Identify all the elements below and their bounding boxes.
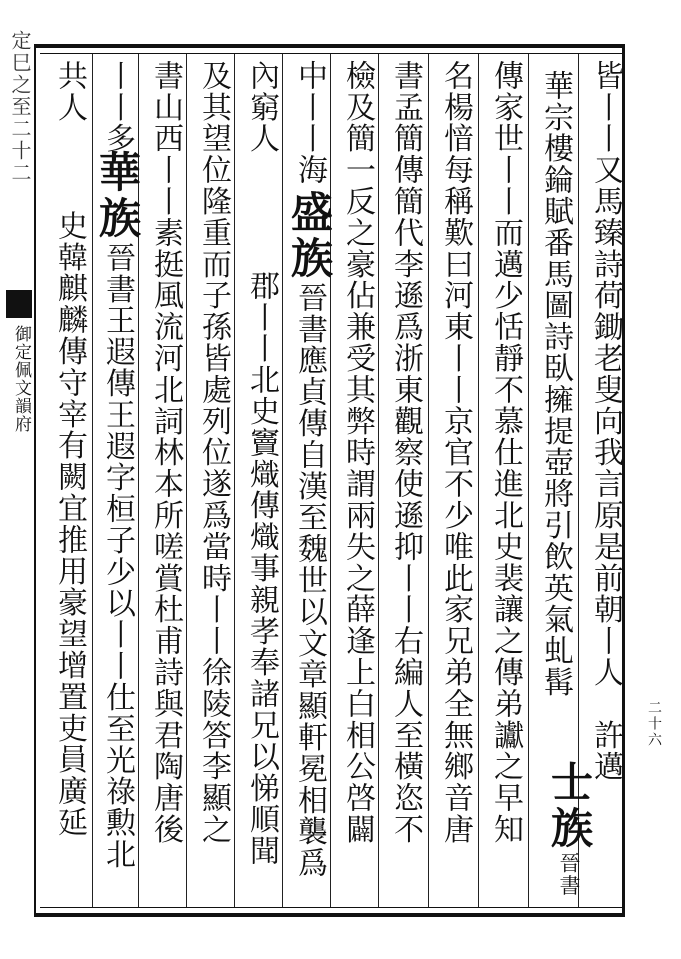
text-column-8a: 內窮人 bbox=[244, 60, 279, 155]
frame-bottom-rule bbox=[34, 913, 624, 917]
text-column-10: 書山西丨丨素挺風流河北詞林本所嗟賞杜甫詩與君陶唐後 bbox=[148, 60, 183, 845]
book-title-label: 御定佩文韻府 bbox=[11, 325, 31, 433]
text-column-8b: 郡丨丨北史竇熾傳熾事親孝奉諸兄以悌順聞 bbox=[244, 270, 279, 867]
entry-heading: 士族 bbox=[545, 760, 594, 852]
page-number: 二十六 bbox=[646, 700, 662, 748]
frame-left-rule bbox=[34, 44, 36, 917]
text-column-2: 華宗樓錀賦番馬圖詩臥擁提壺將引飲英氣虬髯 bbox=[538, 70, 573, 698]
column-divider bbox=[378, 54, 379, 907]
text-column-3: 傳家世丨丨而邁少恬靜不慕仕進北史裴讓之傳弟讞之早知 bbox=[488, 60, 523, 845]
text-column-1: 皆丨丨又馬臻詩荷鋤老叟向我言原是前朝丨人 許邁 bbox=[588, 60, 623, 783]
text-column-5: 書孟簡傳簡代李遜爲浙東觀察使遜抑丨丨右編人至橫恣不 bbox=[388, 60, 423, 845]
entry-heading-col-2 bbox=[285, 190, 334, 905]
entry-heading: 華族 bbox=[93, 150, 142, 242]
entry-heading: 盛族 bbox=[285, 190, 334, 282]
text-column-7a: 中丨丨海 bbox=[292, 60, 327, 186]
spine-header-text: 定巳之至二十二 bbox=[8, 30, 32, 184]
inner-bottom-rule bbox=[40, 907, 622, 908]
entry-heading-col-3 bbox=[93, 150, 142, 905]
frame-top-rule bbox=[34, 44, 624, 48]
inner-top-rule bbox=[40, 53, 622, 54]
column-divider bbox=[478, 54, 479, 907]
column-divider bbox=[234, 54, 235, 907]
text-column-12a: 共人 bbox=[52, 60, 87, 123]
entry-heading-col bbox=[545, 760, 594, 905]
text-column-11a: 丨丨多 bbox=[100, 60, 135, 155]
text-column-6: 檢及簡一反之豪佔兼受其弊時謂兩失之薛逢上白相公啓闢 bbox=[340, 60, 375, 845]
text-column-12b: 史韓麒麟傳守宰有闕宜推用豪望增置吏員廣延 bbox=[52, 210, 87, 838]
column-divider bbox=[428, 54, 429, 907]
entry-body: 晉書應貞傳自漢至魏世以文章顯軒冕相襲爲 bbox=[292, 282, 327, 879]
column-divider bbox=[330, 54, 331, 907]
spine-black-block bbox=[6, 290, 32, 318]
entry-source-note: 晉書 bbox=[557, 852, 581, 897]
column-divider bbox=[528, 54, 529, 907]
entry-body: 晉書王遐傳王遐字桓子少以丨丨仕至光祿勲北 bbox=[100, 242, 135, 870]
text-column-4: 名楊愔每稱歎曰河東丨丨京官不少唯此家兄弟全無鄉音唐 bbox=[438, 60, 473, 845]
column-divider bbox=[282, 54, 283, 907]
text-column-9: 及其望位隆重而子孫皆處列位遂爲當時丨丨徐陵答李顯之 bbox=[196, 60, 231, 845]
column-divider bbox=[186, 54, 187, 907]
